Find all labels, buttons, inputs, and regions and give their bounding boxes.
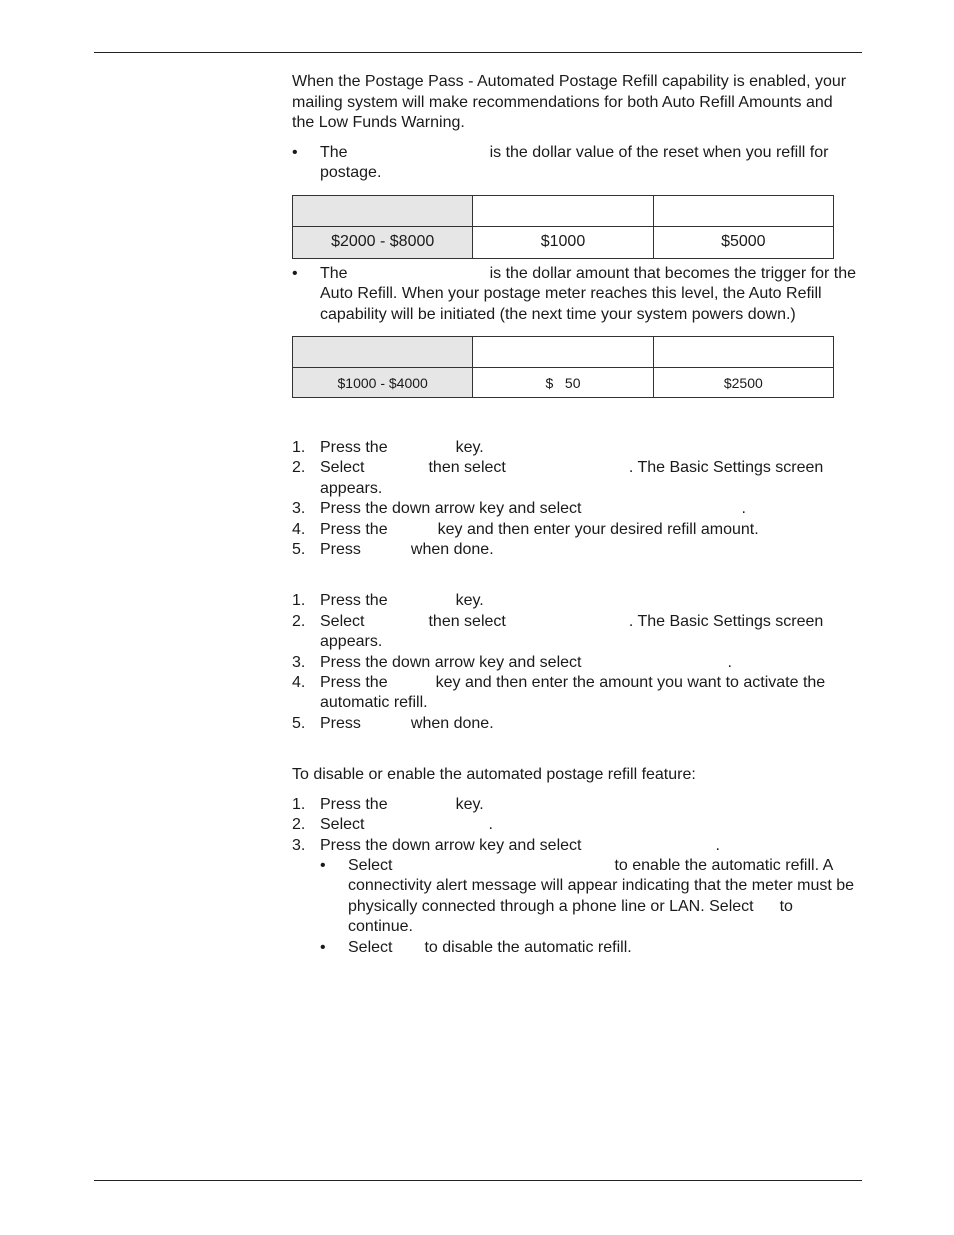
step-text: Press [320, 541, 361, 559]
step-text: key and then enter your desired refill amount. [437, 520, 759, 538]
step-text: . [741, 500, 746, 518]
table-header-cell [293, 337, 473, 368]
table-header-cell [473, 195, 653, 226]
step-text: Press the [320, 795, 388, 813]
bullet-mark: • [320, 857, 326, 874]
bullet-text-end: is the dollar value of the reset when you refill for postage. [320, 143, 829, 181]
step-number: 1. [292, 439, 306, 456]
footer-rule [94, 1180, 862, 1181]
intro-paragraph: When the Postage Pass - Automated Postage Refill capability is enabled, your mailing system will make recommendations for both Auto Refill Amounts and the Low Funds Warning. [292, 73, 847, 131]
step-text: to enable the automatic refill. A connectivity alert message will appear indicating that the meter must be physically connected through a phone line or LAN. Select [348, 857, 855, 915]
steps-list-low-funds [292, 591, 858, 734]
step-text: Select [348, 938, 393, 956]
bullet-mark: • [320, 938, 326, 956]
step-item [292, 591, 858, 611]
step-number: 5. [292, 714, 306, 732]
step-text: . [715, 836, 720, 854]
step-number: 3. [292, 500, 306, 518]
table-cell: $2000 - $8000 [293, 226, 473, 258]
step-text: Press the [320, 520, 388, 538]
table-cell: $5000 [653, 226, 833, 258]
step-text: to continue. [348, 897, 793, 936]
step-text: key. [455, 439, 484, 456]
step-text: then select [428, 459, 506, 477]
table-cell: $1000 - $4000 [293, 368, 473, 398]
low-funds-table [292, 336, 834, 398]
low-funds-warning-bullet [292, 264, 858, 326]
step-text: Press the [320, 674, 388, 692]
step-item [292, 795, 858, 815]
header-rule [94, 52, 862, 53]
refill-amount-table [292, 195, 834, 259]
bullet-mark: • [292, 264, 298, 282]
step-text: key and then enter the amount you want to activate the automatic refill. [320, 674, 826, 712]
bullet-text-start: The [320, 264, 348, 282]
step-number: 1. [292, 795, 306, 813]
table-cell: $2500 [653, 368, 833, 398]
steps-list-disable-enable [292, 795, 858, 958]
step-item [292, 458, 858, 499]
sub-bullet-disable [292, 938, 858, 958]
step-text: when done. [410, 541, 494, 559]
step-text: Select [320, 612, 365, 630]
table-header-cell [473, 337, 653, 368]
step-text: . The Basic Settings screen appears. [320, 459, 824, 497]
step-text: Press the down arrow key and select [320, 653, 582, 671]
auto-refill-amount-bullet [292, 143, 858, 184]
step-item [292, 438, 858, 458]
step-number: 3. [292, 836, 306, 854]
step-text: Press the [320, 592, 388, 610]
step-text: . The Basic Settings screen appears. [320, 612, 824, 651]
step-item [292, 499, 858, 519]
step-text: then select [428, 612, 506, 630]
step-text: Press the down arrow key and select [320, 500, 582, 518]
step-number: 2. [292, 459, 306, 477]
step-text: Press the down arrow key and select [320, 836, 582, 854]
table-header-cell [653, 195, 833, 226]
disable-intro: To disable or enable the automated postage refill feature: [292, 766, 696, 784]
step-text: to disable the automatic refill. [424, 938, 632, 956]
table-cell: $ 50 [473, 368, 653, 398]
document-body [292, 72, 858, 958]
step-text: Press the [320, 439, 388, 456]
step-item [292, 836, 858, 856]
table-header-cell [653, 337, 833, 368]
bullet-text-start: The [320, 143, 348, 161]
step-text: Select [320, 816, 365, 834]
step-item [292, 520, 858, 540]
steps-list-refill-amount [292, 438, 858, 560]
step-text: when done. [410, 714, 494, 732]
step-text: Select [348, 857, 393, 874]
bullet-text-end: is the dollar amount that becomes the trigger for the Auto Refill. When your postage meter reaches this level, the Auto Refill capability will be initiated (the next time your system powers down.) [320, 264, 856, 323]
step-item [292, 540, 858, 560]
step-number: 1. [292, 592, 306, 610]
sub-bullet-enable [292, 856, 858, 938]
step-text: key. [455, 592, 484, 610]
table-cell: $1000 [473, 226, 653, 258]
step-item [292, 673, 858, 714]
step-number: 4. [292, 674, 306, 692]
step-number: 3. [292, 653, 306, 671]
table-header-cell [293, 195, 473, 226]
step-item [292, 815, 858, 835]
step-text: key. [455, 795, 484, 813]
bullet-mark: • [292, 143, 298, 161]
step-text: . [727, 653, 732, 671]
step-number: 4. [292, 520, 306, 538]
step-item [292, 653, 858, 673]
step-item [292, 714, 858, 734]
step-number: 2. [292, 612, 306, 630]
step-number: 2. [292, 816, 306, 834]
step-text: . [488, 816, 493, 834]
step-text: Select [320, 459, 365, 477]
step-item [292, 612, 858, 653]
step-text: Press [320, 714, 361, 732]
step-number: 5. [292, 541, 306, 559]
